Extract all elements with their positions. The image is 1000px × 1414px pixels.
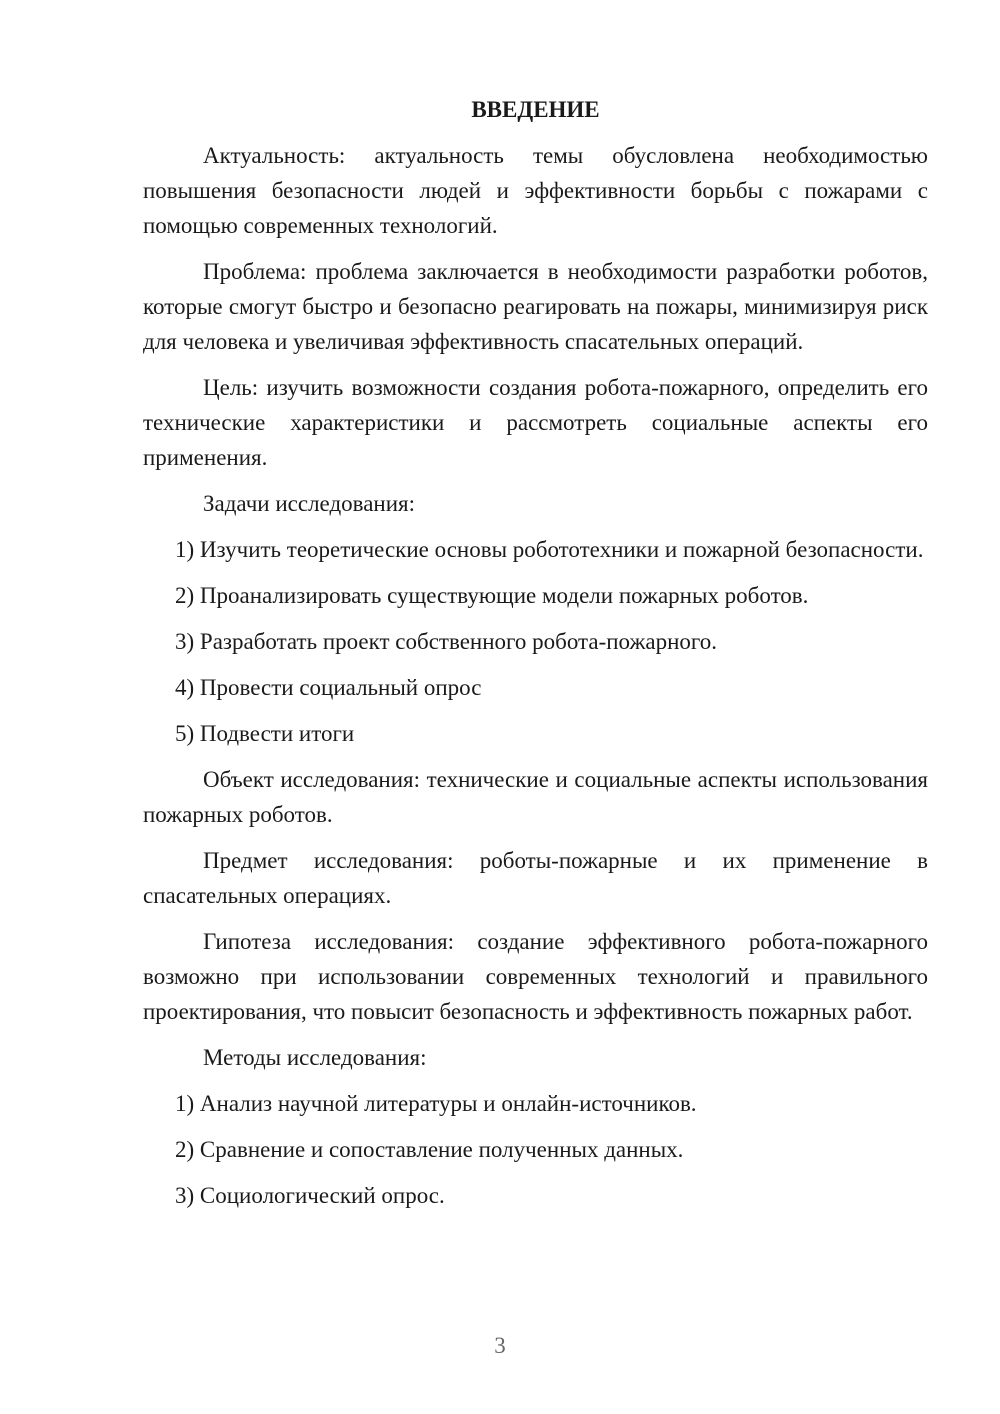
page-content: [143, 92, 928, 1224]
method-item-1: 1) Анализ научной литературы и онлайн-источников.: [175, 1091, 697, 1116]
methods-heading: Методы исследования:: [203, 1045, 427, 1070]
goal-paragraph: Цель: изучить возможности создания робота-пожарного, определить его технические характеристики и рассмотреть социальные аспекты его применения.: [143, 375, 928, 470]
page-title: ВВЕДЕНИЕ: [471, 97, 600, 122]
subject-paragraph: Предмет исследования: роботы-пожарные и их применение в спасательных операциях.: [143, 848, 928, 908]
task-item-3: 3) Разработать проект собственного робота-пожарного.: [175, 629, 717, 654]
page-number: 3: [494, 1333, 506, 1358]
hypothesis-paragraph: Гипотеза исследования: создание эффективного робота-пожарного возможно при использовании современных технологий и правильного проектирования, что повысит безопасность и эффективность пожарных работ.: [143, 929, 928, 1024]
object-paragraph: Объект исследования: технические и социальные аспекты использования пожарных роботов.: [143, 767, 928, 827]
task-item-2: 2) Проанализировать существующие модели пожарных роботов.: [175, 583, 809, 608]
method-item-3: 3) Социологический опрос.: [175, 1183, 445, 1208]
method-item-2: 2) Сравнение и сопоставление полученных данных.: [175, 1137, 684, 1162]
problem-paragraph: Проблема: проблема заключается в необходимости разработки роботов, которые смогут быстро и безопасно реагировать на пожары, минимизируя риск для человека и увеличивая эффективность спасательных операций.: [143, 259, 928, 354]
task-item-1: 1) Изучить теоретические основы робототехники и пожарной безопасности.: [175, 537, 924, 562]
tasks-heading: Задачи исследования:: [203, 491, 416, 516]
relevance-paragraph: Актуальность: актуальность темы обусловлена необходимостью повышения безопасности людей и эффективности борьбы с пожарами с помощью современных технологий.: [143, 143, 928, 238]
task-item-4: 4) Провести социальный опрос: [175, 675, 482, 700]
task-item-5: 5) Подвести итоги: [175, 721, 355, 746]
